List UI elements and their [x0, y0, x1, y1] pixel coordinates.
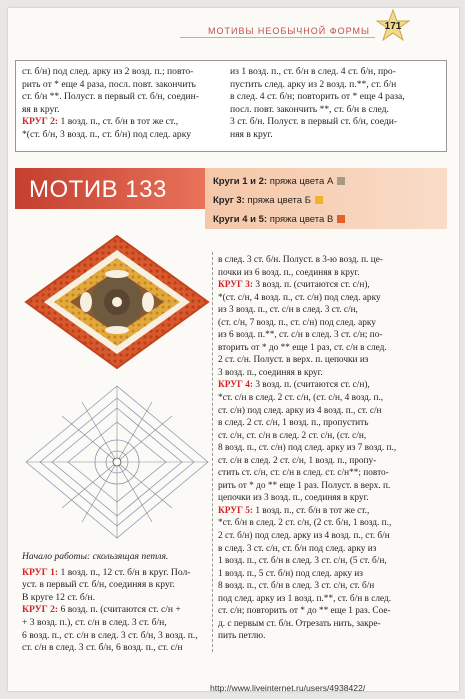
yarn-row [213, 176, 345, 187]
header-rule [180, 37, 375, 38]
yarn-text: пряжа цвета Б [247, 195, 311, 206]
yarn-row [213, 214, 345, 225]
text-line: *(ст. б/н, 3 возд. п., ст. б/н) под след. арку [22, 128, 192, 140]
text-line: + 3 возд. п.), ст. с/н в след. 3 ст. б/н, [22, 616, 167, 628]
text-line: ст. с/н; повторить от * до ** еще 1 раз. Сое- [218, 606, 391, 617]
text-line: вторить от * до ** еще 1 раз, ст. с/н в след. [218, 342, 387, 353]
text-line: в след. 4 ст. б/н; повторить от * еще 4 раза, [230, 91, 405, 103]
krug-5-line [218, 505, 447, 518]
text-line: пустить след. арку из 2 возд. п.**, ст. б/н [230, 78, 397, 90]
text-line: *ст. б/н в след. 2 ст. с/н, (2 ст. б/н, 1 возд. п., [218, 518, 392, 529]
krug-label: КРУГ 2: [22, 116, 59, 128]
text-line: рить от * до ** еще 1 раз. Полуст. в верх. п. [218, 480, 391, 491]
yarn-legend [205, 168, 447, 229]
motif-title: МОТИВ 133 [29, 176, 167, 203]
page-number: 171 [384, 21, 402, 32]
text-line: пить петлю. [218, 631, 266, 642]
text-line: ст. с/н в след. 3 ст. б/н, 6 возд. п., ст. с/н [22, 642, 183, 654]
start-line: Начало работы: скользящая петля. [22, 551, 169, 562]
text-line: 1 возд. п., 12 ст. б/н в круг. Пол- [58, 566, 191, 578]
continuation-left [22, 66, 227, 142]
text-line: 2 ст. с/н. Полуст. в верх. п. цепочки из [218, 355, 369, 366]
motif-photo [22, 232, 212, 372]
krug-label: КРУГ 3: [218, 280, 253, 291]
text-line: цепочки из 3 возд. п., соединяя в круг. [218, 493, 369, 504]
text-line: (ст. с/н, 7 возд. п., ст. с/н) под след. арку [218, 317, 376, 328]
krug-2-line [22, 116, 227, 129]
right-instructions [218, 254, 447, 643]
text-line: 1 возд. п., ст. б/н в след. 3 ст. с/н, (5 ст. б/н, [218, 556, 387, 567]
krug-2-line [22, 604, 212, 617]
text-line: 8 возд. п., ст. б/н в след. 3 ст. с/н, ст. б/н [218, 581, 375, 592]
krug-4-line [218, 379, 447, 392]
text-line: из 3 возд. п., ст. с/н в след. 3 ст. с/н, [218, 305, 358, 316]
header-title: МОТИВЫ НЕОБЫЧНОЙ ФОРМЫ [208, 26, 370, 36]
footer-url[interactable]: http://www.liveinternet.ru/users/4938422/ [210, 683, 366, 693]
text-line: стить ст. с/н, ст. с/н в след. ст. с/н**; повто- [218, 468, 389, 479]
text-line: 8 возд. п., ст. с/н) под след. арку из 7 возд. п., [218, 443, 397, 454]
krug-3-line [218, 279, 447, 292]
yarn-text: пряжа цвета В [269, 214, 334, 225]
text-line: 1 возд. п., ст. б/н в тот же ст., [253, 505, 370, 516]
color-swatch [337, 215, 345, 223]
text-line: д. с первым ст. б/н. Отрезать нить, закре- [218, 618, 381, 629]
motif-title-band [15, 168, 205, 209]
continuation-right [230, 66, 444, 142]
text-line: в след. 3 ст. с/н, ст. б/н под след. арку из [218, 543, 377, 554]
text-line: ст. с/н) под след. арку из 4 возд. п., ст. с/н [218, 405, 382, 416]
text-line: яя в круг. [22, 103, 60, 115]
color-swatch [315, 196, 323, 204]
text-line: из 6 возд. п.**, ст. с/н в след. 3 ст. с/н; по- [218, 330, 383, 341]
color-swatch [337, 177, 345, 185]
text-line: в след. 3 ст. б/н. Полуст. в 3-ю возд. п. це- [218, 255, 383, 265]
yarn-rows: Круг 3: [213, 195, 245, 206]
text-line: няя в круг. [230, 128, 273, 140]
text-line: 6 возд. п., ст. с/н в след. 3 ст. б/н, 3 возд. п., [22, 629, 198, 641]
text-line: 1 возд. п., ст. б/н в тот же ст., [58, 116, 179, 128]
text-line: ст. б/н) под след. арку из 2 возд. п.; повто- [22, 66, 194, 77]
text-line: 2 ст. б/н) под след. арку из 4 возд. п., ст. б/н [218, 531, 390, 542]
yarn-text: пряжа цвета А [269, 176, 334, 187]
text-line: под след. арку из 1 возд. п.**, ст. б/н в след. [218, 593, 392, 604]
yarn-row [213, 195, 323, 206]
running-header [180, 26, 380, 38]
text-line: 6 возд. п. (считаются ст. с/н + [58, 604, 181, 616]
text-line: 1 возд. п., 5 ст. б/н) под след. арку из [218, 568, 363, 579]
left-instructions [22, 551, 212, 655]
krug-label: КРУГ 5: [218, 505, 253, 516]
text-line: из 1 возд. п., ст. б/н в след. 4 ст. б/н, про- [230, 66, 396, 77]
text-line: посл. повт. закончить **, ст. б/н в след. [230, 103, 389, 115]
text-line: *(ст. с/н, 4 возд. п., ст. с/н) под след. арку [218, 292, 381, 303]
column-divider [212, 252, 213, 652]
text-line: почки из 6 возд. п., соединяя в круг. [218, 267, 360, 278]
text-line: 3 возд. п. (считаются ст. с/н), [253, 380, 370, 391]
text-line: 3 ст. б/н. Полуст. в первый ст. б/н, соеди- [230, 116, 398, 128]
krug-1-line [22, 567, 212, 580]
krug-label: КРУГ 1: [22, 566, 59, 578]
text-line: уст. в первый ст. б/н, соединяя в круг. [22, 579, 175, 591]
yarn-rows: Круги 1 и 2: [213, 176, 268, 187]
text-line: 3 возд. п., соединяя в круг. [218, 367, 323, 378]
text-line: *ст. с/н в след. 2 ст. с/н, (ст. с/н, 4 возд. п., [218, 393, 384, 404]
yarn-rows: Круги 4 и 5: [213, 214, 268, 225]
text-line: В круге 12 ст. б/н. [22, 591, 95, 603]
text-line: ст. б/н **. Полуст. в первый ст. б/н, соедин- [22, 91, 199, 103]
text-line: ст. с/н в след. 2 ст. с/н, 1 возд. п., пропу- [218, 455, 377, 466]
krug-label: КРУГ 2: [22, 604, 59, 616]
text-line: рить от * еще 4 раза, посл. повт. закончить [22, 78, 196, 90]
text-line: в след. 2 ст. с/н, 1 возд. п., пропустить [218, 418, 369, 429]
krug-label: КРУГ 4: [218, 380, 253, 391]
continuation-box [15, 60, 447, 152]
text-line: ст. с/н, ст. с/н в след. 2 ст. с/н, (ст. с/н, [218, 430, 367, 441]
crochet-diagram [22, 382, 212, 542]
text-line: 3 возд. п. (считаются ст. с/н), [253, 280, 370, 291]
